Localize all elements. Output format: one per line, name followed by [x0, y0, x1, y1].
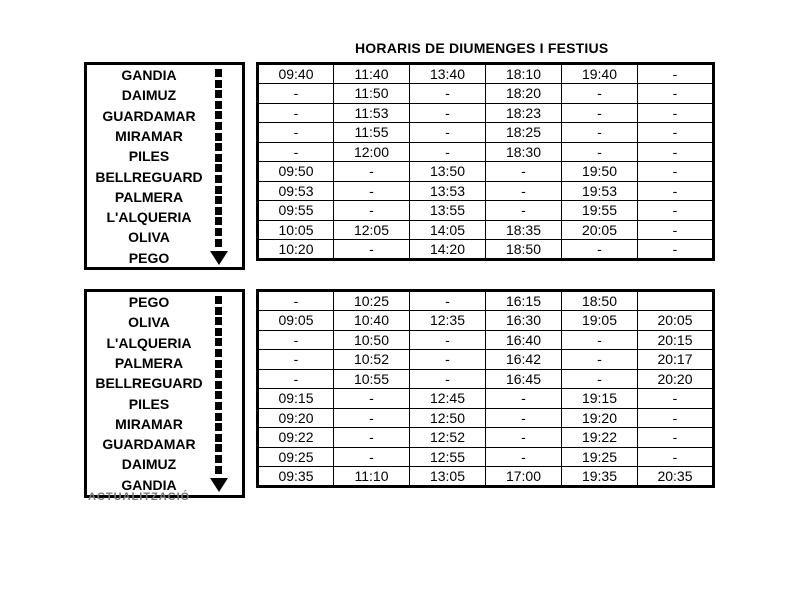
- time-cell: -: [638, 142, 714, 162]
- time-cell: 13:53: [410, 181, 486, 201]
- time-cell: -: [562, 142, 638, 162]
- time-cell: 18:25: [486, 123, 562, 143]
- time-cell: 19:53: [562, 181, 638, 201]
- time-cell: 12:35: [410, 311, 486, 331]
- direction-dash: [215, 90, 222, 98]
- time-cell: 16:30: [486, 311, 562, 331]
- direction-dash: [215, 239, 222, 247]
- direction-dash: [215, 391, 222, 399]
- direction-dash: [215, 228, 222, 236]
- time-cell: -: [258, 330, 334, 350]
- cut-off-footer-label: ACTUALITZACIÓ: [88, 491, 191, 503]
- time-cell: -: [258, 350, 334, 370]
- time-cell: -: [638, 123, 714, 143]
- time-cell: 11:53: [334, 103, 410, 123]
- time-cell: -: [562, 350, 638, 370]
- direction-dash: [215, 423, 222, 431]
- time-cell: -: [638, 240, 714, 260]
- time-cell: 13:50: [410, 162, 486, 182]
- time-cell: -: [334, 181, 410, 201]
- time-cell: 09:05: [258, 311, 334, 331]
- time-cell: 10:40: [334, 311, 410, 331]
- time-cell: -: [410, 330, 486, 350]
- direction-dash: [215, 360, 222, 368]
- table-row: [258, 467, 714, 487]
- table-row: [258, 330, 714, 350]
- time-cell: 18:23: [486, 103, 562, 123]
- table-row: [258, 291, 714, 311]
- table-row: [258, 142, 714, 162]
- direction-dash: [215, 143, 222, 151]
- stop-name: OLIVA: [128, 314, 170, 331]
- direction-dash: [215, 444, 222, 452]
- direction-dash: [215, 413, 222, 421]
- direction-dash: [215, 207, 222, 215]
- time-cell: 10:25: [334, 291, 410, 311]
- time-cell: -: [562, 123, 638, 143]
- time-cell: -: [562, 240, 638, 260]
- stop-name: PILES: [128, 148, 170, 165]
- table-row: [258, 220, 714, 240]
- time-cell: -: [638, 389, 714, 409]
- direction-dash: [215, 175, 222, 183]
- time-cell: 18:10: [486, 64, 562, 84]
- time-cell: -: [334, 162, 410, 182]
- time-cell: -: [486, 389, 562, 409]
- outbound-timetable: [256, 62, 715, 261]
- direction-dash: [215, 381, 222, 389]
- direction-dash: [215, 317, 222, 325]
- time-cell: -: [410, 123, 486, 143]
- direction-dash: [215, 154, 222, 162]
- time-cell: -: [258, 84, 334, 104]
- direction-dash: [215, 338, 222, 346]
- direction-dash: [215, 434, 222, 442]
- time-cell: 19:22: [562, 428, 638, 448]
- direction-dash: [215, 296, 222, 304]
- time-cell: 12:52: [410, 428, 486, 448]
- table-row: [258, 311, 714, 331]
- stop-name: GUARDAMAR: [102, 107, 196, 124]
- time-cell: 12:45: [410, 389, 486, 409]
- time-cell: 09:15: [258, 389, 334, 409]
- direction-dash: [215, 101, 222, 109]
- time-cell: -: [638, 64, 714, 84]
- time-cell: 16:15: [486, 291, 562, 311]
- time-cell: -: [638, 162, 714, 182]
- stop-name: PALMERA: [114, 354, 184, 371]
- time-cell: -: [410, 142, 486, 162]
- table-row: [258, 84, 714, 104]
- time-cell: 19:40: [562, 64, 638, 84]
- time-cell: 13:05: [410, 467, 486, 487]
- time-cell: 16:42: [486, 350, 562, 370]
- stop-name: OLIVA: [128, 229, 170, 246]
- time-cell: 16:45: [486, 369, 562, 389]
- time-cell: -: [410, 350, 486, 370]
- time-cell: [638, 291, 714, 311]
- time-cell: 19:50: [562, 162, 638, 182]
- time-cell: -: [486, 428, 562, 448]
- time-cell: 10:55: [334, 369, 410, 389]
- direction-dash: [215, 349, 222, 357]
- time-cell: 09:53: [258, 181, 334, 201]
- time-cell: 19:20: [562, 408, 638, 428]
- direction-dash: [215, 217, 222, 225]
- stop-name: PEGO: [128, 294, 170, 310]
- stop-name: DAIMUZ: [121, 456, 177, 473]
- time-cell: 09:22: [258, 428, 334, 448]
- time-cell: -: [410, 103, 486, 123]
- time-cell: 19:25: [562, 447, 638, 467]
- time-cell: -: [410, 291, 486, 311]
- time-cell: 10:52: [334, 350, 410, 370]
- time-cell: -: [638, 408, 714, 428]
- time-cell: 09:20: [258, 408, 334, 428]
- direction-dash: [215, 69, 222, 77]
- time-cell: 20:05: [638, 311, 714, 331]
- stop-name: GANDIA: [121, 67, 177, 83]
- direction-dash: [215, 466, 222, 474]
- time-cell: 20:17: [638, 350, 714, 370]
- time-cell: 12:00: [334, 142, 410, 162]
- time-cell: 11:50: [334, 84, 410, 104]
- time-cell: -: [334, 240, 410, 260]
- direction-dash: [215, 402, 222, 410]
- table-row: [258, 447, 714, 467]
- table-row: [258, 350, 714, 370]
- table-row: [258, 162, 714, 182]
- time-cell: 10:05: [258, 220, 334, 240]
- arrow-down-icon: [210, 478, 228, 492]
- table-row: [258, 181, 714, 201]
- time-cell: -: [638, 447, 714, 467]
- time-cell: -: [486, 408, 562, 428]
- stop-name: GUARDAMAR: [102, 436, 196, 453]
- time-cell: 19:55: [562, 201, 638, 221]
- time-cell: -: [258, 123, 334, 143]
- outbound-stops-box: [84, 62, 245, 270]
- time-cell: -: [258, 291, 334, 311]
- time-cell: 09:50: [258, 162, 334, 182]
- stop-name: MIRAMAR: [115, 415, 183, 432]
- time-cell: 14:05: [410, 220, 486, 240]
- time-cell: -: [334, 447, 410, 467]
- time-cell: -: [638, 181, 714, 201]
- stop-name: L'ALQUERIA: [106, 209, 192, 226]
- page-title: HORARIS DE DIUMENGES I FESTIUS: [355, 40, 609, 56]
- time-cell: 20:15: [638, 330, 714, 350]
- stop-name: PILES: [128, 395, 170, 412]
- cut-off-footer-text: [88, 491, 238, 508]
- direction-dash: [215, 370, 222, 378]
- time-cell: 18:30: [486, 142, 562, 162]
- time-cell: 12:05: [334, 220, 410, 240]
- stop-name: DAIMUZ: [121, 87, 177, 104]
- direction-dash: [215, 186, 222, 194]
- direction-dash: [215, 80, 222, 88]
- arrow-down-icon: [210, 251, 228, 265]
- table-row: [258, 408, 714, 428]
- time-cell: -: [638, 84, 714, 104]
- time-cell: -: [486, 181, 562, 201]
- time-cell: 12:50: [410, 408, 486, 428]
- time-cell: 11:55: [334, 123, 410, 143]
- direction-dash: [215, 111, 222, 119]
- time-cell: -: [562, 369, 638, 389]
- time-cell: 18:35: [486, 220, 562, 240]
- time-cell: 18:50: [486, 240, 562, 260]
- time-cell: -: [334, 201, 410, 221]
- time-cell: -: [562, 84, 638, 104]
- time-cell: -: [486, 447, 562, 467]
- time-cell: -: [258, 369, 334, 389]
- time-cell: 19:35: [562, 467, 638, 487]
- time-cell: -: [334, 428, 410, 448]
- stop-name: MIRAMAR: [115, 127, 183, 144]
- time-cell: -: [638, 103, 714, 123]
- return-timetable: [256, 289, 715, 488]
- stop-name: GANDIA: [121, 476, 177, 493]
- stop-name: PEGO: [128, 249, 170, 266]
- time-cell: 17:00: [486, 467, 562, 487]
- time-cell: 20:35: [638, 467, 714, 487]
- direction-dash: [215, 133, 222, 141]
- time-cell: 09:35: [258, 467, 334, 487]
- table-row: [258, 428, 714, 448]
- time-cell: 19:15: [562, 389, 638, 409]
- time-cell: 12:55: [410, 447, 486, 467]
- time-cell: 16:40: [486, 330, 562, 350]
- stop-name: BELLREGUARD: [95, 168, 203, 185]
- direction-dash: [215, 164, 222, 172]
- stop-name: L'ALQUERIA: [106, 334, 192, 351]
- time-cell: -: [486, 201, 562, 221]
- time-cell: 11:40: [334, 64, 410, 84]
- time-cell: 13:40: [410, 64, 486, 84]
- return-stops-box: [84, 289, 245, 498]
- time-cell: -: [486, 162, 562, 182]
- stop-name: BELLREGUARD: [95, 375, 203, 392]
- table-row: [258, 389, 714, 409]
- time-cell: -: [334, 389, 410, 409]
- time-cell: -: [562, 330, 638, 350]
- table-row: [258, 369, 714, 389]
- time-cell: -: [562, 103, 638, 123]
- time-cell: 11:10: [334, 467, 410, 487]
- time-cell: 19:05: [562, 311, 638, 331]
- direction-dash: [215, 328, 222, 336]
- time-cell: -: [638, 220, 714, 240]
- table-row: [258, 64, 714, 84]
- time-cell: 09:40: [258, 64, 334, 84]
- time-cell: 13:55: [410, 201, 486, 221]
- time-cell: -: [258, 103, 334, 123]
- time-cell: 20:05: [562, 220, 638, 240]
- time-cell: 20:20: [638, 369, 714, 389]
- table-row: [258, 240, 714, 260]
- time-cell: 18:20: [486, 84, 562, 104]
- time-cell: -: [638, 428, 714, 448]
- time-cell: 09:25: [258, 447, 334, 467]
- table-row: [258, 201, 714, 221]
- time-cell: 09:55: [258, 201, 334, 221]
- time-cell: 10:20: [258, 240, 334, 260]
- time-cell: 10:50: [334, 330, 410, 350]
- table-row: [258, 123, 714, 143]
- direction-dash: [215, 307, 222, 315]
- time-cell: -: [334, 408, 410, 428]
- time-cell: 14:20: [410, 240, 486, 260]
- direction-dash: [215, 455, 222, 463]
- time-cell: -: [638, 201, 714, 221]
- time-cell: -: [410, 369, 486, 389]
- time-cell: -: [410, 84, 486, 104]
- stop-name: PALMERA: [114, 188, 184, 205]
- table-row: [258, 103, 714, 123]
- direction-dash: [215, 122, 222, 130]
- time-cell: -: [258, 142, 334, 162]
- direction-dash: [215, 196, 222, 204]
- time-cell: 18:50: [562, 291, 638, 311]
